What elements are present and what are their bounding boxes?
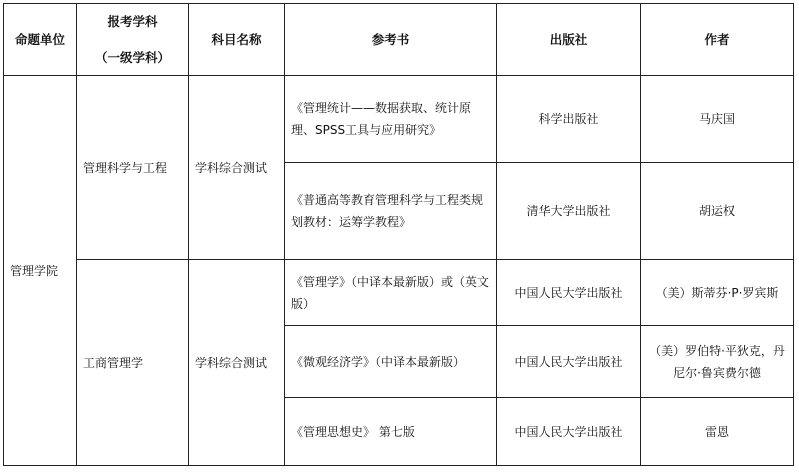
author-cell: 胡运权 <box>641 163 794 260</box>
author-cell: （美）罗伯特·平狄克，丹尼尔·鲁宾费尔德 <box>641 326 794 398</box>
publisher-cell: 中国人民大学出版社 <box>497 326 641 398</box>
header-row <box>4 4 794 76</box>
publisher-cell: 中国人民大学出版社 <box>497 398 641 466</box>
author-cell: （美）斯蒂芬·P·罗宾斯 <box>641 260 794 326</box>
author-cell: 雷恩 <box>641 398 794 466</box>
header-subject-line1: 报考学科 <box>107 13 158 29</box>
unit-cell: 管理学院 <box>4 76 77 466</box>
publisher-cell: 清华大学出版社 <box>497 163 641 260</box>
publisher-cell: 科学出版社 <box>497 76 641 163</box>
subject-cell: 管理科学与工程 <box>77 76 189 260</box>
document-page <box>3 3 794 466</box>
header-publisher: 出版社 <box>497 4 641 76</box>
header-subject-line2: （一级学科） <box>94 49 170 65</box>
book-cell: 《管理思想史》 第七版 <box>285 398 497 466</box>
publisher-cell: 中国人民大学出版社 <box>497 260 641 326</box>
author-cell: 马庆国 <box>641 76 794 163</box>
book-cell: 《管理学》（中译本最新版）或（英文版） <box>285 260 497 326</box>
book-cell: 《普通高等教育管理科学与工程类规划教材：运筹学教程》 <box>285 163 497 260</box>
header-unit: 命题单位 <box>4 4 77 76</box>
header-subject <box>77 4 189 76</box>
course-cell: 学科综合测试 <box>189 260 285 466</box>
reference-book-table <box>3 3 794 466</box>
header-book: 参考书 <box>285 4 497 76</box>
table-row <box>4 260 794 326</box>
subject-cell: 工商管理学 <box>77 260 189 466</box>
book-cell: 《管理统计——数据获取、统计原理、SPSS工具与应用研究》 <box>285 76 497 163</box>
header-course: 科目名称 <box>189 4 285 76</box>
book-cell: 《微观经济学》（中译本最新版） <box>285 326 497 398</box>
header-author: 作者 <box>641 4 794 76</box>
table-row <box>4 76 794 163</box>
course-cell: 学科综合测试 <box>189 76 285 260</box>
